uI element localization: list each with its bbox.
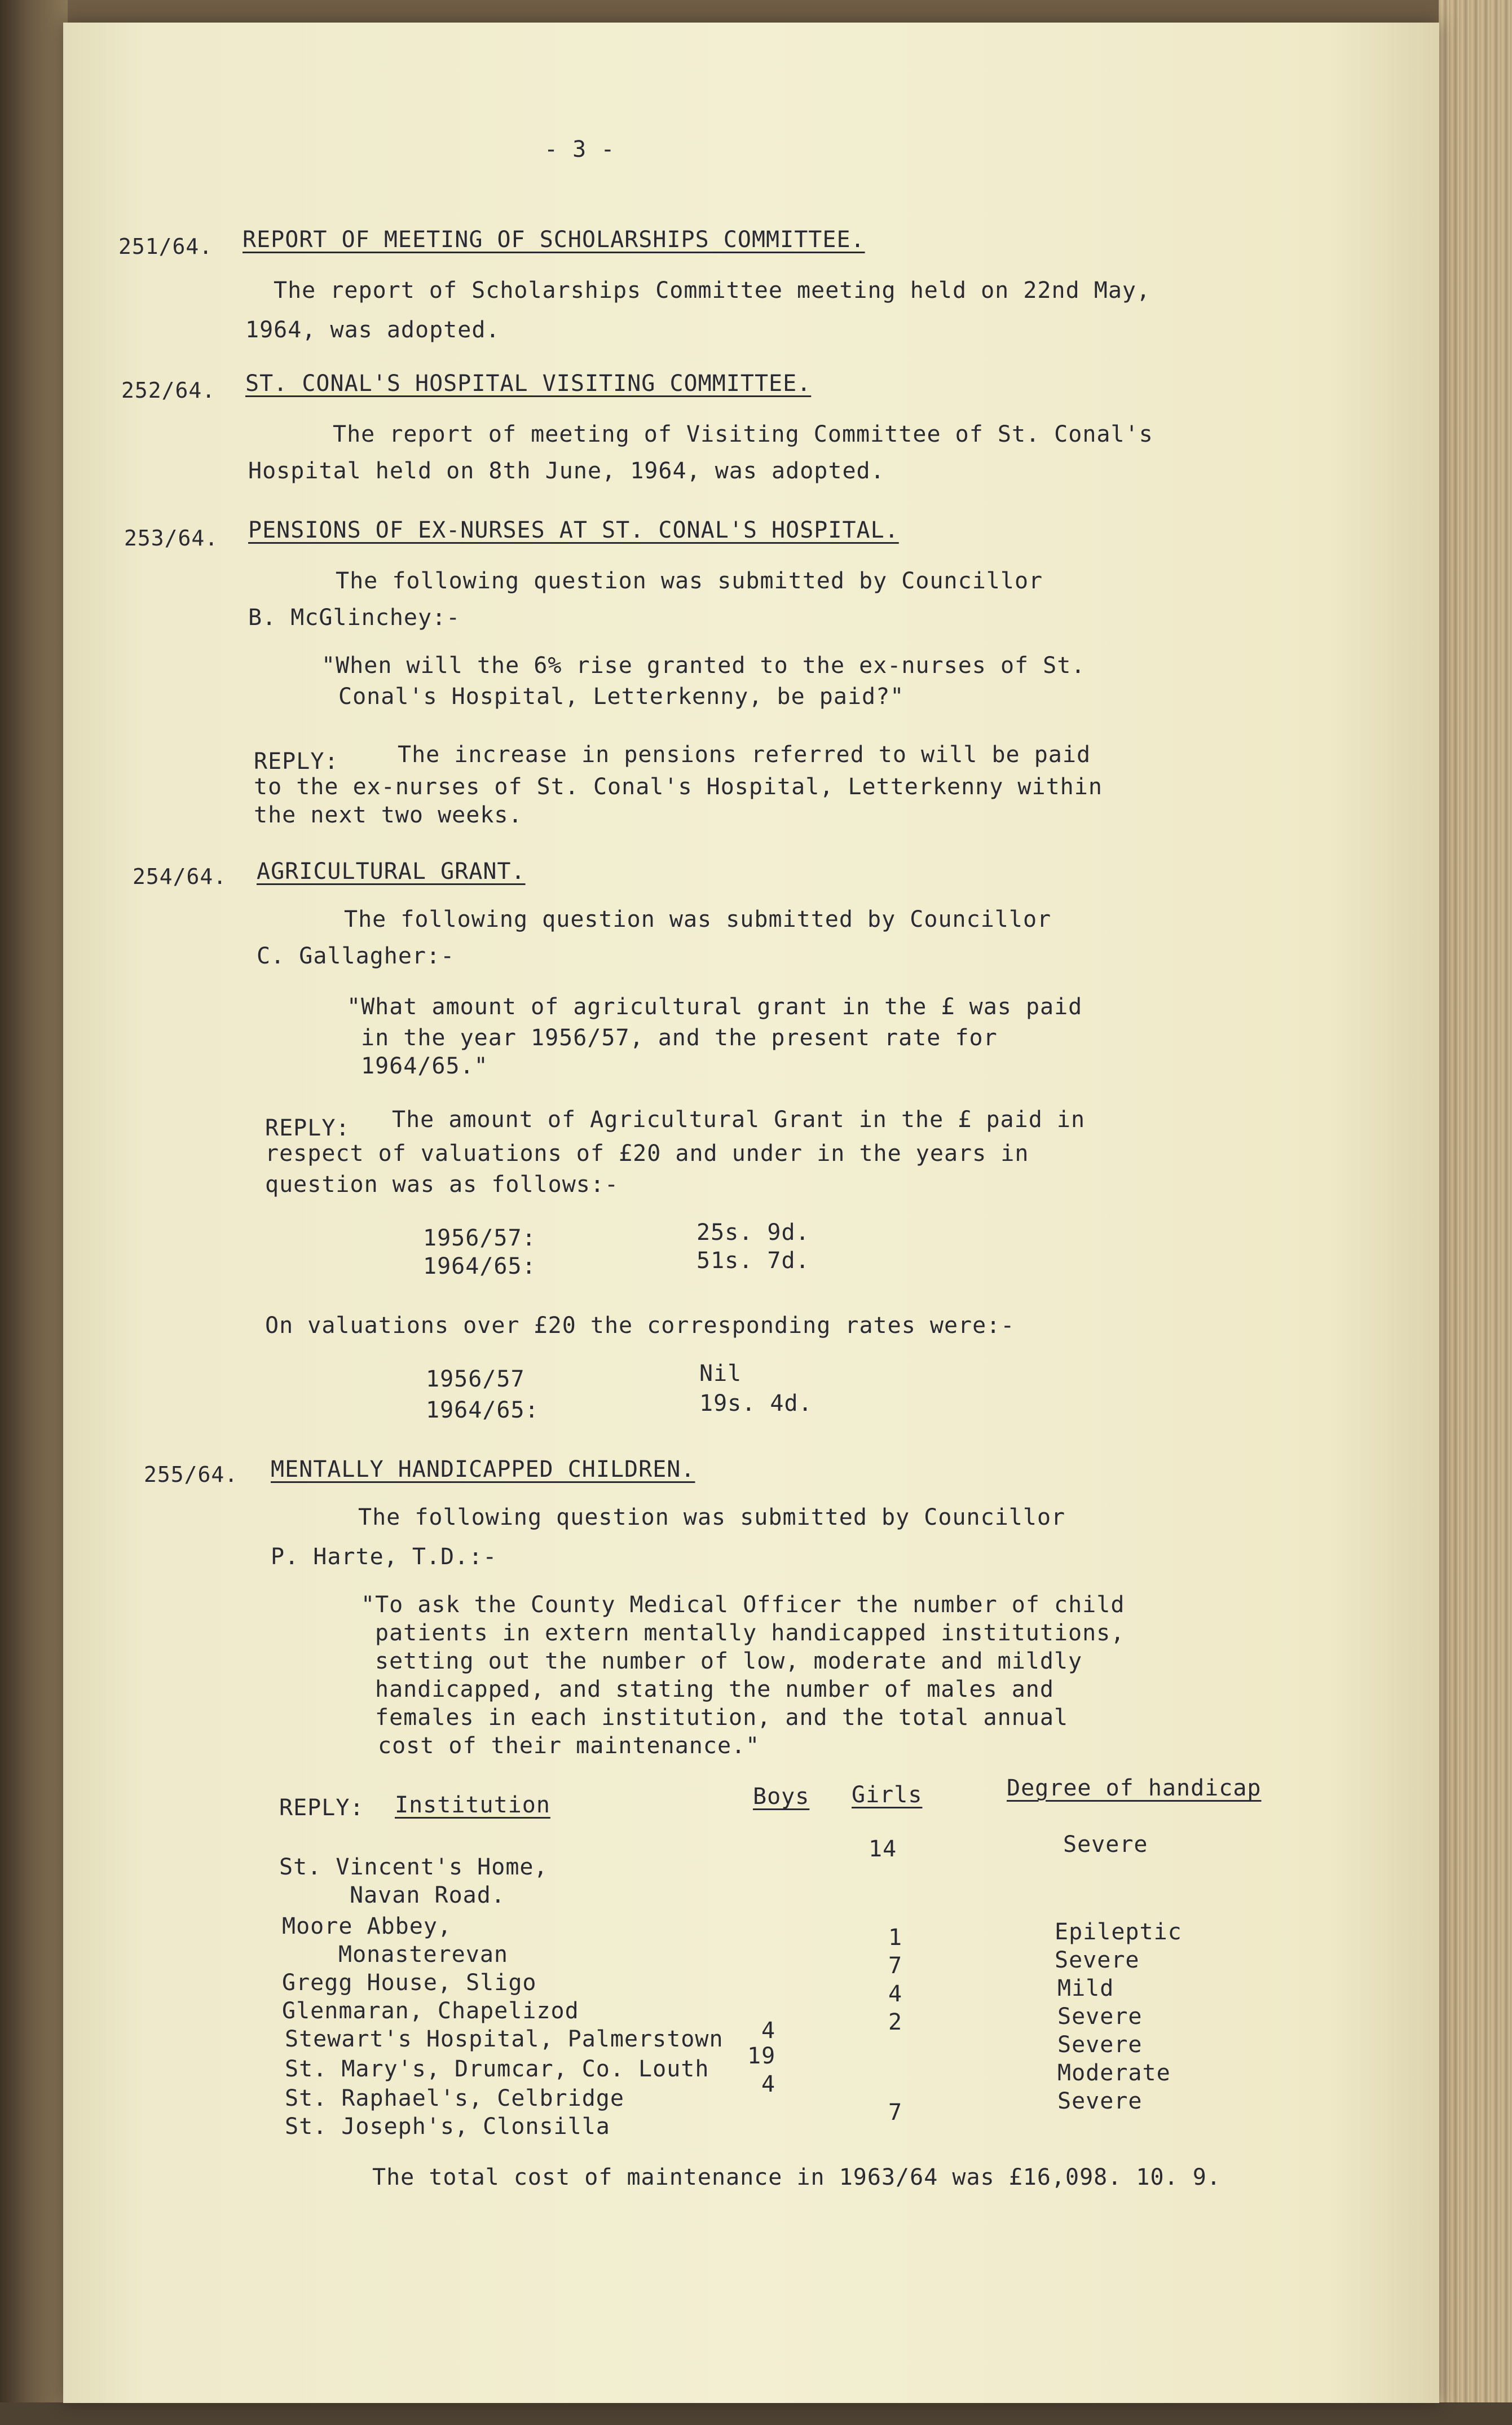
quoted-question: 1964/65."	[361, 1053, 488, 1079]
rate-value: 25s. 9d.	[697, 1220, 810, 1245]
minute-number: 254/64.	[133, 864, 227, 889]
rate-year: 1956/57:	[423, 1225, 536, 1251]
table-cell-institution: St. Vincent's Home,	[279, 1854, 548, 1880]
table-cell-institution: St. Mary's, Drumcar, Co. Louth	[285, 2056, 709, 2082]
minute-number: 255/64.	[144, 1462, 239, 1487]
section-heading: AGRICULTURAL GRANT.	[257, 859, 526, 884]
minute-number: 251/64.	[118, 234, 213, 259]
rate-value: Nil	[699, 1361, 742, 1387]
total-cost-line: The total cost of maintenance in 1963/64 was £16,098. 10. 9.	[372, 2164, 1221, 2190]
table-cell-girls: 7	[888, 1953, 903, 1979]
body-line: respect of valuations of £20 and under in the years in	[265, 1141, 1029, 1167]
quoted-question: "What amount of agricultural grant in the £ was paid	[347, 994, 1083, 1020]
table-cell-degree: Mild	[1057, 1975, 1114, 2001]
body-line: The following question was submitted by Councillor	[336, 568, 1043, 594]
table-cell-institution: Glenmaran, Chapelizod	[282, 1998, 579, 2024]
body-line: The report of meeting of Visiting Committee of St. Conal's	[333, 421, 1153, 447]
table-cell-girls: 7	[888, 2100, 903, 2125]
table-cell-institution: Gregg House, Sligo	[282, 1970, 537, 1996]
table-cell-degree: Severe	[1057, 2004, 1143, 2030]
body-line: On valuations over £20 the corresponding rates were:-	[265, 1313, 1015, 1339]
quoted-question: Conal's Hospital, Letterkenny, be paid?"	[338, 684, 905, 710]
body-line: to the ex-nurses of St. Conal's Hospital, Letterkenny within	[254, 774, 1103, 800]
rate-year: 1964/65:	[426, 1397, 539, 1423]
body-line: The amount of Agricultural Grant in the £ paid in	[392, 1107, 1086, 1133]
table-cell-institution: Stewart's Hospital, Palmerstown	[285, 2026, 724, 2052]
body-line: The report of Scholarships Committee meeting held on 22nd May,	[274, 278, 1151, 303]
table-header-degree: Degree of handicap	[1007, 1775, 1262, 1801]
table-cell-institution: Moore Abbey,	[282, 1913, 452, 1939]
quoted-question: cost of their maintenance."	[378, 1733, 760, 1759]
quoted-question: in the year 1956/57, and the present rate for	[361, 1025, 998, 1051]
quoted-question: setting out the number of low, moderate and mildly	[375, 1648, 1083, 1674]
quoted-question: females in each institution, and the total annual	[375, 1705, 1069, 1731]
rate-year: 1964/65:	[423, 1253, 536, 1279]
page-stack-edge	[1439, 0, 1512, 2425]
section-heading: MENTALLY HANDICAPPED CHILDREN.	[271, 1456, 695, 1482]
page-number: - 3 -	[544, 137, 615, 162]
minute-number: 253/64.	[124, 526, 219, 551]
section-heading: REPORT OF MEETING OF SCHOLARSHIPS COMMITTEE.	[243, 227, 865, 253]
body-line: question was as follows:-	[265, 1172, 619, 1198]
section-heading: ST. CONAL'S HOSPITAL VISITING COMMITTEE.	[245, 371, 812, 397]
body-line: B. McGlinchey:-	[248, 605, 461, 631]
table-cell-degree: Severe	[1063, 1832, 1148, 1858]
table-cell-girls: 14	[869, 1836, 897, 1862]
rate-value: 51s. 7d.	[697, 1248, 810, 1274]
body-line: Hospital held on 8th June, 1964, was adopted.	[248, 458, 885, 484]
table-cell-girls: 4	[888, 1981, 903, 2007]
table-header-boys: Boys	[753, 1784, 810, 1810]
reply-label: REPLY:	[265, 1115, 350, 1141]
body-line: P. Harte, T.D.:-	[271, 1544, 497, 1570]
table-header-institution: Institution	[395, 1792, 550, 1818]
table-cell-institution: St. Joseph's, Clonsilla	[285, 2114, 610, 2140]
table-cell-degree: Severe	[1055, 1947, 1140, 1973]
body-line: the next two weeks.	[254, 802, 523, 828]
table-cell-boys: 4	[761, 2018, 776, 2044]
table-cell-institution: St. Raphael's, Celbridge	[285, 2085, 624, 2111]
body-line: C. Gallagher:-	[257, 943, 455, 969]
table-header-girls: Girls	[852, 1782, 923, 1808]
quoted-question: "To ask the County Medical Officer the number of child	[361, 1592, 1125, 1618]
quoted-question: handicapped, and stating the number of males and	[375, 1676, 1054, 1702]
body-line: The following question was submitted by Councillor	[344, 906, 1052, 932]
book-bottom-edge	[0, 2402, 1512, 2425]
section-heading: PENSIONS OF EX-NURSES AT ST. CONAL'S HOSPITAL.	[248, 517, 899, 543]
reply-label: REPLY:	[279, 1795, 364, 1821]
rate-value: 19s. 4d.	[699, 1390, 813, 1416]
reply-label: REPLY:	[254, 749, 339, 774]
quoted-question: patients in extern mentally handicapped institutions,	[375, 1620, 1125, 1646]
minute-number: 252/64.	[121, 378, 216, 403]
table-cell-girls: 2	[888, 2009, 903, 2035]
table-cell-degree: Severe	[1057, 2088, 1143, 2114]
table-cell-boys: 4	[761, 2071, 776, 2097]
table-cell-institution: Navan Road.	[350, 1882, 505, 1908]
quoted-question: "When will the 6% rise granted to the ex-nurses of St.	[321, 653, 1086, 679]
table-cell-degree: Moderate	[1057, 2060, 1171, 2086]
body-line: The following question was submitted by Councillor	[358, 1504, 1066, 1530]
table-cell-girls: 1	[888, 1925, 903, 1951]
body-line: The increase in pensions referred to will be paid	[398, 742, 1091, 768]
table-cell-boys: 19	[747, 2043, 776, 2069]
table-cell-degree: Severe	[1057, 2032, 1143, 2058]
table-cell-institution: Monasterevan	[338, 1942, 508, 1968]
table-cell-degree: Epileptic	[1055, 1919, 1182, 1945]
body-line: 1964, was adopted.	[245, 317, 500, 343]
rate-year: 1956/57	[426, 1366, 525, 1392]
book-binding	[0, 0, 68, 2425]
